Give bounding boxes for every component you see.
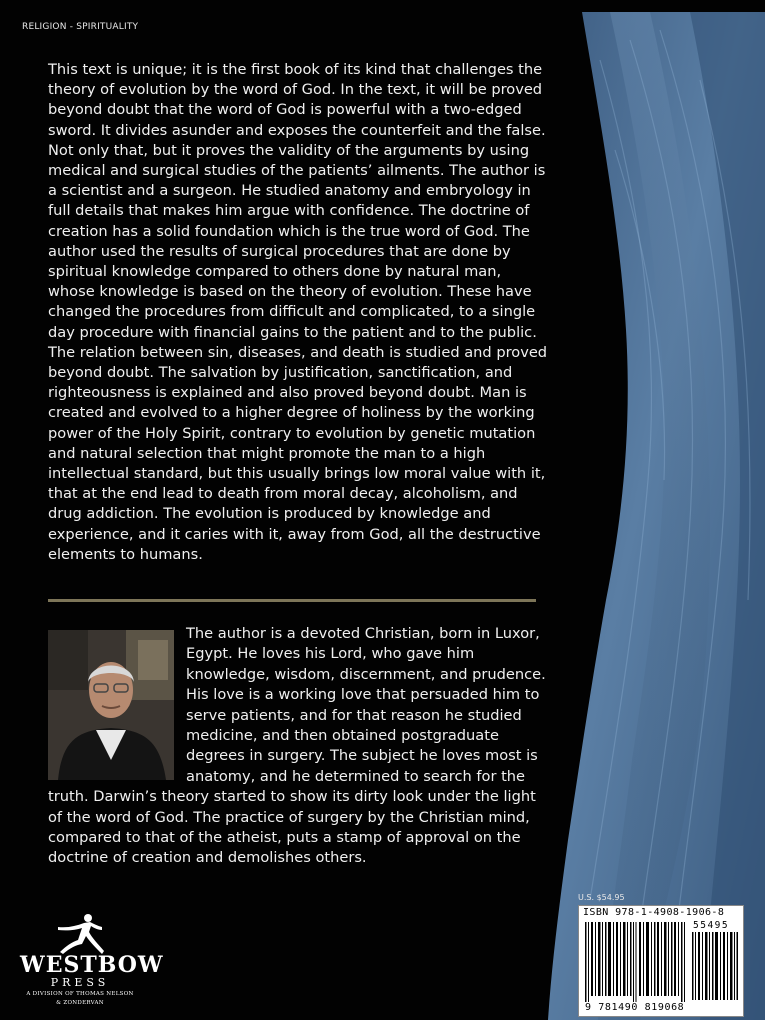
publisher-press: PRESS (50, 976, 110, 989)
runner-icon (54, 912, 106, 956)
publisher-logo (20, 912, 164, 1007)
isbn-number: ISBN 978-1-4908-1906-8 (583, 907, 725, 918)
author-bio-text: The author is a devoted Christian, born in Luxor, Egypt. He loves his Lord, who gave him knowledge, wisdom, discernment, and prudence. His love is a working love that persuaded him to serve patients, and for that reason he studied medicine, and then obtained postgraduate degrees in surgery. The subject he loves most is anatomy, and he determined to search for the truth. Darwin’s theory started to show its dirty look under the light of the word of God. The practice of surgery by the Christian mind, compared to that of the atheist, puts a stamp of approval on the doctrine of creation and demolishes others. (48, 625, 546, 867)
book-description: This text is unique; it is the first book of its kind that challenges the theory of evolution by the word of God. In the text, it will be proved beyond doubt that the word of God is powerful with a two-edged sword. It divides asunder and exposes the counterfeit and the false. Not only that, but it proves the validity of the arguments by using medical and surgical studies of the patients’ ailments. The author is a scientist and a surgeon. He studied anatomy and embryology in full details that makes him argue with confidence. The doctrine of creation has a solid foundation which is the true word of God. The author used the results of surgical procedures that are done by spiritual knowledge compared to others done by natural man, whose knowledge is based on the theory of evolution. These have changed the procedures from difficult and complicated, to a single day procedure with financial gains to the patient and to the public. The relation between sin, diseases, and death is studied and proved beyond doubt. The salvation by justification, sanctification, and righteousness is explained and also proved beyond doubt. Man is created and evolved to a higher degree of holiness by the working power of the Holy Spirit, contrary to evolution by genetic mutation and natural selection that might promote the man to a high intellectual standard, but this usually brings low moral value with it, that at the end lead to death from moral decay, alcoholism, and drug addiction. The evolution is produced by knowledge and experience, and it caries with it, away from God, all the destructive elements to humans. (48, 61, 548, 563)
publisher-brand: WESTBOW (20, 952, 164, 978)
price-label: U.S. $54.95 (578, 893, 625, 902)
supplement-digits: 55495 (693, 920, 730, 931)
publisher-division-2: & ZONDERVAN (56, 1000, 104, 1006)
section-divider (48, 599, 536, 602)
supplement-bars (691, 932, 739, 1000)
category-label: RELIGION - SPIRITUALITY (22, 22, 139, 32)
photo-spacer (48, 624, 186, 778)
barcode-digits: 9 781490 819068 (585, 1002, 685, 1013)
barcode-bars (583, 922, 687, 1002)
author-bio (48, 624, 548, 869)
publisher-division-1: A DIVISION OF THOMAS NELSON (26, 991, 134, 997)
isbn-barcode (578, 905, 744, 1017)
